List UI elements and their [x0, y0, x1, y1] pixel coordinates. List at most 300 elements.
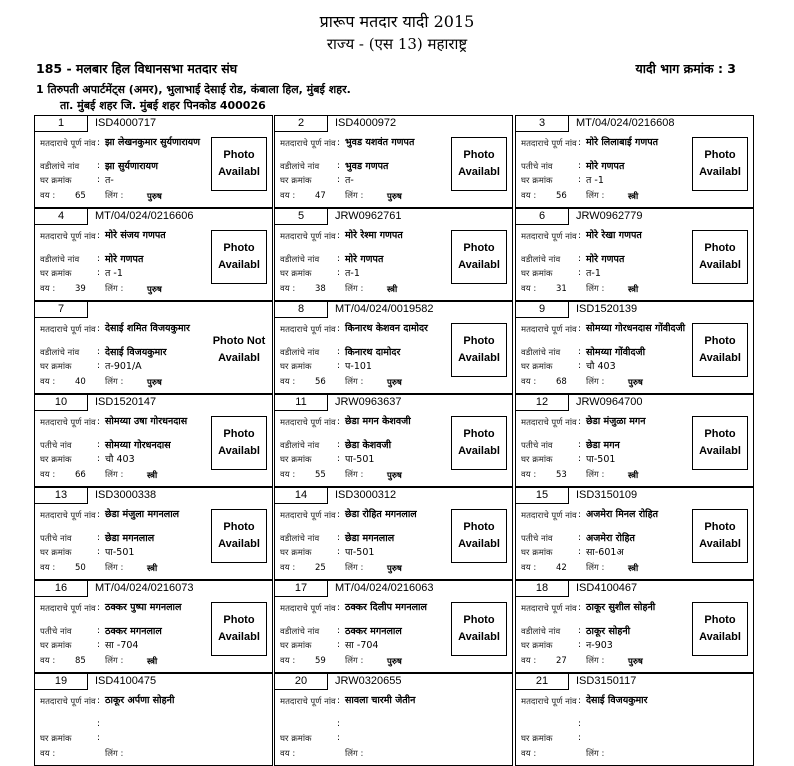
house-number: पा-501	[586, 454, 616, 465]
colon: :	[97, 626, 101, 636]
colon: :	[337, 603, 341, 613]
voter-card	[274, 673, 513, 766]
relation-label: वडीलांचे नांव	[40, 348, 80, 358]
voter-card	[274, 115, 513, 208]
gender-label: लिंग :	[105, 284, 124, 294]
address-line-1: 1 तिरुपती अपार्टमेंट्स (अमर), भुलाभाई देसाई रोड, कंबाला हिल, मुंबई शहर.	[36, 83, 351, 96]
photo-placeholder: Photo Availabl	[211, 509, 267, 563]
age-value: 68	[556, 377, 567, 387]
gender-value: पुरुष	[387, 378, 402, 388]
age-label: वय :	[280, 749, 296, 759]
relation-name: झा सुर्यणारायण	[105, 161, 158, 172]
gender-label: लिंग :	[105, 191, 124, 201]
relation-name: किनारथ दामोदर	[345, 347, 401, 358]
age-value: 38	[315, 284, 326, 294]
elector-name: मोरे लिलाबाई गणपत	[586, 137, 659, 148]
serial-number: 8	[275, 302, 328, 318]
elector-name: मोरे रेखा गणपत	[586, 230, 642, 241]
elector-name-label: मतदाराचे पूर्ण नांव	[521, 139, 577, 149]
epic-number: MT/04/024/0216608	[576, 117, 675, 129]
relation-label: वडीलांचे नांव	[40, 162, 80, 172]
gender-value: स्त्री	[147, 657, 158, 667]
colon: :	[337, 254, 341, 264]
voter-card	[274, 208, 513, 301]
elector-name: सोमय्या गोरधनदास गोंवीदजी	[586, 323, 686, 334]
house-label: घर क्रमांक	[40, 269, 72, 279]
photo-placeholder: Photo Availabl	[451, 509, 507, 563]
elector-name: देसाई शमित विजयकुमार	[105, 323, 190, 334]
voter-card	[274, 580, 513, 673]
relation-name: मोरे गणपत	[105, 254, 144, 265]
colon: :	[97, 161, 101, 171]
colon: :	[337, 454, 341, 464]
house-number: त-	[345, 175, 354, 186]
colon: :	[578, 161, 582, 171]
voter-card	[274, 487, 513, 580]
elector-name-label: मतदाराचे पूर्ण नांव	[280, 139, 336, 149]
epic-number: ISD3150117	[576, 675, 637, 687]
voter-card	[34, 208, 273, 301]
age-label: वय :	[40, 563, 56, 573]
epic-number: MT/04/024/0019582	[335, 303, 434, 315]
serial-number: 3	[516, 116, 569, 132]
age-value: 42	[556, 563, 567, 573]
photo-placeholder: Photo Availabl	[211, 602, 267, 656]
serial-number: 1	[35, 116, 88, 132]
colon: :	[97, 417, 101, 427]
colon: :	[578, 640, 582, 650]
relation-label: वडीलांचे नांव	[521, 627, 561, 637]
epic-number: MT/04/024/0216073	[95, 582, 194, 594]
photo-placeholder: Photo Availabl	[692, 230, 748, 284]
house-number: त -1	[105, 268, 123, 279]
house-label: घर क्रमांक	[40, 734, 72, 744]
serial-number: 12	[516, 395, 569, 411]
age-value: 85	[75, 656, 86, 666]
serial-number: 10	[35, 395, 88, 411]
serial-number: 11	[275, 395, 328, 411]
voter-card	[515, 301, 754, 394]
elector-name: ठाकूर अर्पणा सोहनी	[105, 695, 175, 706]
house-label: घर क्रमांक	[40, 548, 72, 558]
gender-label: लिंग :	[345, 470, 364, 480]
age-label: वय :	[40, 284, 56, 294]
gender-value: स्त्री	[387, 285, 398, 295]
serial-number: 19	[35, 674, 88, 690]
age-value: 31	[556, 284, 567, 294]
epic-number: JRW0962779	[576, 210, 643, 222]
voter-card	[515, 673, 754, 766]
elector-name: सावला चारमी जेतीन	[345, 695, 416, 706]
house-label: घर क्रमांक	[280, 455, 312, 465]
age-value: 65	[75, 191, 86, 201]
serial-number: 13	[35, 488, 88, 504]
colon: :	[337, 417, 341, 427]
relation-name: छेडा केशवजी	[345, 440, 392, 451]
relation-name: मोरे गणपत	[586, 254, 625, 265]
colon: :	[578, 696, 582, 706]
age-label: वय :	[40, 470, 56, 480]
house-number: पा-501	[345, 454, 375, 465]
colon: :	[337, 733, 341, 743]
elector-name-label: मतदाराचे पूर्ण नांव	[280, 418, 336, 428]
house-number: त-901/A	[105, 361, 142, 372]
colon: :	[578, 231, 582, 241]
epic-number: ISD4100475	[95, 675, 157, 687]
age-label: वय :	[280, 563, 296, 573]
gender-label: लिंग :	[586, 191, 605, 201]
colon: :	[578, 347, 582, 357]
age-label: वय :	[521, 191, 537, 201]
relation-name: ठक्कर मगनलाल	[345, 626, 402, 637]
age-label: वय :	[280, 377, 296, 387]
age-label: वय :	[521, 377, 537, 387]
house-label: घर क्रमांक	[280, 362, 312, 372]
colon: :	[337, 533, 341, 543]
gender-value: स्त्री	[628, 285, 639, 295]
relation-label: वडीलांचे नांव	[280, 348, 320, 358]
part-number: यादी भाग क्रमांक : 3	[635, 61, 736, 76]
gender-label: लिंग :	[345, 563, 364, 573]
relation-name: ठाकूर सोहनी	[586, 626, 631, 637]
age-value: 39	[75, 284, 86, 294]
age-value: 40	[75, 377, 86, 387]
elector-name: देसाई विजयकुमार	[586, 695, 648, 706]
serial-number: 21	[516, 674, 569, 690]
house-label: घर क्रमांक	[280, 269, 312, 279]
gender-value: पुरुष	[147, 285, 162, 295]
age-value: 25	[315, 563, 326, 573]
voter-card	[34, 301, 273, 394]
gender-label: लिंग :	[586, 470, 605, 480]
serial-number: 7	[35, 302, 88, 318]
serial-number: 9	[516, 302, 569, 318]
colon: :	[337, 161, 341, 171]
gender-value: स्त्री	[628, 471, 639, 481]
gender-value: स्त्री	[628, 192, 639, 202]
age-value: 55	[315, 470, 326, 480]
voter-card	[34, 394, 273, 487]
elector-name-label: मतदाराचे पूर्ण नांव	[521, 418, 577, 428]
relation-name: भुवड गणपत	[345, 161, 389, 172]
elector-name-label: मतदाराचे पूर्ण नांव	[521, 604, 577, 614]
serial-number: 5	[275, 209, 328, 225]
voter-card	[34, 673, 273, 766]
serial-number: 4	[35, 209, 88, 225]
relation-label: वडीलांचे नांव	[280, 627, 320, 637]
colon: :	[337, 231, 341, 241]
epic-number: ISD3000338	[95, 489, 157, 501]
gender-label: लिंग :	[586, 377, 605, 387]
colon: :	[97, 696, 101, 706]
relation-name: छेडा मगन	[586, 440, 620, 451]
relation-label: पतीचे नांव	[521, 534, 553, 544]
relation-name: मोरे गणपत	[586, 161, 625, 172]
elector-name-label: मतदाराचे पूर्ण नांव	[40, 232, 96, 242]
house-number: त -1	[586, 175, 604, 186]
relation-name: अजमेरा रोहित	[586, 533, 635, 544]
gender-label: लिंग :	[105, 749, 124, 759]
age-label: वय :	[40, 656, 56, 666]
photo-placeholder: Photo Availabl	[211, 230, 267, 284]
colon: :	[97, 175, 101, 185]
colon: :	[97, 719, 101, 729]
voter-card	[515, 394, 754, 487]
address-line-2: ता. मुंबई शहर जि. मुंबई शहर पिनकोड 400026	[60, 99, 266, 112]
colon: :	[337, 175, 341, 185]
gender-value: स्त्री	[628, 564, 639, 574]
epic-number: MT/04/024/0216606	[95, 210, 194, 222]
photo-placeholder: Photo Availabl	[451, 137, 507, 191]
relation-label: पतीचे नांव	[521, 162, 553, 172]
house-number: चौ 403	[105, 454, 135, 465]
relation-label: वडीलांचे नांव	[40, 255, 80, 265]
elector-name-label: मतदाराचे पूर्ण नांव	[40, 511, 96, 521]
gender-value: पुरुष	[147, 192, 162, 202]
epic-number: ISD1520139	[576, 303, 638, 315]
voter-card	[515, 115, 754, 208]
colon: :	[337, 510, 341, 520]
serial-number: 20	[275, 674, 328, 690]
serial-number: 6	[516, 209, 569, 225]
colon: :	[97, 268, 101, 278]
serial-number: 16	[35, 581, 88, 597]
age-label: वय :	[521, 470, 537, 480]
relation-label: पतीचे नांव	[40, 534, 72, 544]
elector-name: भुवड यशवंत गणपत	[345, 137, 415, 148]
elector-name-label: मतदाराचे पूर्ण नांव	[40, 139, 96, 149]
colon: :	[578, 417, 582, 427]
colon: :	[97, 361, 101, 371]
colon: :	[578, 510, 582, 520]
age-label: वय :	[521, 563, 537, 573]
gender-value: पुरुष	[387, 192, 402, 202]
photo-placeholder: Photo Availabl	[692, 416, 748, 470]
colon: :	[97, 347, 101, 357]
state-heading: राज्य - (एस 13) महाराष्ट्र	[326, 35, 468, 53]
colon: :	[578, 440, 582, 450]
gender-label: लिंग :	[105, 377, 124, 387]
house-number: पा-501	[105, 547, 135, 558]
age-value: 56	[556, 191, 567, 201]
relation-label: पतीचे नांव	[521, 441, 553, 451]
colon: :	[578, 138, 582, 148]
house-label: घर क्रमांक	[280, 734, 312, 744]
elector-name-label: मतदाराचे पूर्ण नांव	[521, 325, 577, 335]
gender-label: लिंग :	[586, 749, 605, 759]
house-label: घर क्रमांक	[521, 641, 553, 651]
gender-label: लिंग :	[345, 656, 364, 666]
photo-placeholder: Photo Not Availabl	[212, 335, 266, 364]
constituency-heading: 185 - मलबार हिल विधानसभा मतदार संघ	[36, 61, 238, 76]
elector-name-label: मतदाराचे पूर्ण नांव	[40, 325, 96, 335]
relation-label: वडीलांचे नांव	[521, 348, 561, 358]
age-value: 59	[315, 656, 326, 666]
house-number: चौ 403	[586, 361, 616, 372]
house-number: त-1	[586, 268, 601, 279]
voter-card	[34, 115, 273, 208]
gender-value: पुरुष	[628, 378, 643, 388]
gender-value: पुरुष	[387, 564, 402, 574]
voter-card	[515, 487, 754, 580]
relation-name: ठक्कर मगनलाल	[105, 626, 162, 637]
colon: :	[578, 268, 582, 278]
elector-name-label: मतदाराचे पूर्ण नांव	[521, 511, 577, 521]
gender-label: लिंग :	[105, 656, 124, 666]
elector-name: किनारथ केशवन दामोदर	[345, 323, 428, 334]
elector-name: छेडा मंजुळा मगन	[586, 416, 646, 427]
gender-value: पुरुष	[147, 378, 162, 388]
elector-name-label: मतदाराचे पूर्ण नांव	[521, 697, 577, 707]
elector-name: छेडा रोहित मगनलाल	[345, 509, 417, 520]
colon: :	[578, 603, 582, 613]
gender-label: लिंग :	[345, 191, 364, 201]
house-label: घर क्रमांक	[40, 455, 72, 465]
colon: :	[578, 547, 582, 557]
gender-label: लिंग :	[105, 563, 124, 573]
colon: :	[337, 547, 341, 557]
colon: :	[97, 454, 101, 464]
voter-card	[34, 487, 273, 580]
elector-name: छेडा मगन केशवजी	[345, 416, 411, 427]
colon: :	[97, 510, 101, 520]
relation-label: वडीलांचे नांव	[280, 534, 320, 544]
colon: :	[337, 640, 341, 650]
age-value: 47	[315, 191, 326, 201]
colon: :	[337, 696, 341, 706]
photo-placeholder: Photo Availabl	[692, 323, 748, 377]
house-label: घर क्रमांक	[521, 176, 553, 186]
house-label: घर क्रमांक	[40, 641, 72, 651]
gender-label: लिंग :	[586, 284, 605, 294]
house-number: सा -704	[105, 640, 139, 651]
elector-name-label: मतदाराचे पूर्ण नांव	[521, 232, 577, 242]
house-label: घर क्रमांक	[280, 641, 312, 651]
house-label: घर क्रमांक	[40, 176, 72, 186]
elector-name: मोरे रेश्मा गणपत	[345, 230, 403, 241]
age-label: वय :	[280, 470, 296, 480]
epic-number: ISD4000717	[95, 117, 157, 129]
gender-label: लिंग :	[345, 284, 364, 294]
elector-name-label: मतदाराचे पूर्ण नांव	[280, 604, 336, 614]
age-label: वय :	[280, 656, 296, 666]
house-label: घर क्रमांक	[521, 734, 553, 744]
house-number: पा-501	[345, 547, 375, 558]
age-value: 53	[556, 470, 567, 480]
colon: :	[337, 268, 341, 278]
age-label: वय :	[521, 656, 537, 666]
gender-value: पुरुष	[628, 657, 643, 667]
relation-label: वडीलांचे नांव	[280, 255, 320, 265]
colon: :	[578, 626, 582, 636]
house-number: प-101	[345, 361, 372, 372]
gender-label: लिंग :	[586, 656, 605, 666]
elector-name-label: मतदाराचे पूर्ण नांव	[40, 697, 96, 707]
house-number: न-903	[586, 640, 613, 651]
relation-name: मोरे गणपत	[345, 254, 384, 265]
epic-number: MT/04/024/0216063	[335, 582, 434, 594]
epic-number: ISD4000972	[335, 117, 397, 129]
age-value: 50	[75, 563, 86, 573]
relation-label: पतीचे नांव	[40, 627, 72, 637]
gender-label: लिंग :	[586, 563, 605, 573]
elector-name-label: मतदाराचे पूर्ण नांव	[280, 697, 336, 707]
age-label: वय :	[40, 749, 56, 759]
house-number: त-	[105, 175, 114, 186]
colon: :	[97, 533, 101, 543]
house-label: घर क्रमांक	[521, 269, 553, 279]
colon: :	[97, 640, 101, 650]
house-label: घर क्रमांक	[521, 548, 553, 558]
epic-number: JRW0963637	[335, 396, 402, 408]
elector-name: अजमेरा मिनल रोहित	[586, 509, 659, 520]
elector-name-label: मतदाराचे पूर्ण नांव	[280, 232, 336, 242]
gender-label: लिंग :	[345, 749, 364, 759]
colon: :	[97, 440, 101, 450]
roll-title: प्रारूप मतदार यादी 2015	[319, 12, 475, 31]
photo-placeholder: Photo Availabl	[692, 509, 748, 563]
colon: :	[97, 603, 101, 613]
elector-name: सोमय्या उषा गोरधनदास	[105, 416, 188, 427]
epic-number: JRW0962761	[335, 210, 402, 222]
colon: :	[337, 626, 341, 636]
photo-placeholder: Photo Availabl	[451, 230, 507, 284]
colon: :	[97, 231, 101, 241]
elector-name: झा लेखनकुमार सुर्यणारायण	[105, 137, 201, 148]
serial-number: 14	[275, 488, 328, 504]
relation-label: वडीलांचे नांव	[280, 162, 320, 172]
elector-name-label: मतदाराचे पूर्ण नांव	[280, 325, 336, 335]
colon: :	[97, 324, 101, 334]
age-value: 27	[556, 656, 567, 666]
age-value: 56	[315, 377, 326, 387]
elector-name: छेडा मंजुला मगनलाल	[105, 509, 180, 520]
elector-name-label: मतदाराचे पूर्ण नांव	[280, 511, 336, 521]
gender-label: लिंग :	[105, 470, 124, 480]
house-label: घर क्रमांक	[521, 362, 553, 372]
voter-card	[274, 394, 513, 487]
photo-placeholder: Photo Availabl	[692, 137, 748, 191]
house-label: घर क्रमांक	[40, 362, 72, 372]
elector-name-label: मतदाराचे पूर्ण नांव	[40, 604, 96, 614]
age-label: वय :	[40, 377, 56, 387]
photo-placeholder: Photo Availabl	[451, 602, 507, 656]
age-label: वय :	[521, 749, 537, 759]
age-label: वय :	[40, 191, 56, 201]
serial-number: 17	[275, 581, 328, 597]
gender-value: पुरुष	[387, 471, 402, 481]
age-label: वय :	[280, 191, 296, 201]
epic-number: ISD1520147	[95, 396, 157, 408]
age-label: वय :	[280, 284, 296, 294]
epic-number: ISD3150109	[576, 489, 638, 501]
house-label: घर क्रमांक	[280, 548, 312, 558]
elector-name: ठक्कर पुष्पा मगनलाल	[105, 602, 182, 613]
colon: :	[97, 733, 101, 743]
colon: :	[578, 361, 582, 371]
colon: :	[578, 324, 582, 334]
photo-placeholder: Photo Availabl	[211, 137, 267, 191]
serial-number: 15	[516, 488, 569, 504]
relation-name: छेडा मगनलाल	[345, 533, 395, 544]
house-number: सा-601अ	[586, 547, 624, 558]
age-label: वय :	[521, 284, 537, 294]
gender-value: स्त्री	[147, 471, 158, 481]
relation-name: सोमय्या गोंवीदजी	[586, 347, 646, 358]
colon: :	[337, 324, 341, 334]
elector-name-label: मतदाराचे पूर्ण नांव	[40, 418, 96, 428]
relation-name: छेडा मगनलाल	[105, 533, 155, 544]
